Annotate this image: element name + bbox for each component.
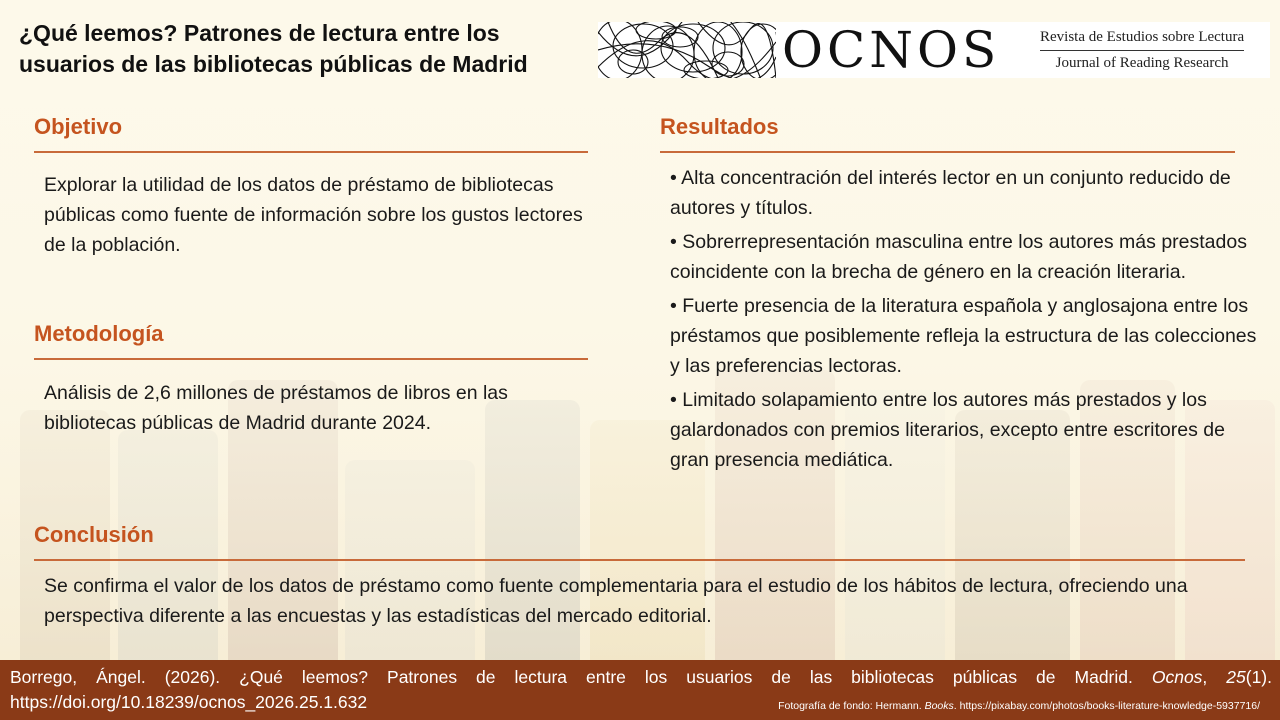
citation-separator: , <box>1202 667 1227 687</box>
ocnos-logo <box>598 22 1270 78</box>
metodologia-divider <box>34 358 588 360</box>
credit-link[interactable]: . https://pixabay.com/photos/books-literature-knowledge-5937716/ <box>953 700 1260 712</box>
conclusion-heading: Conclusión <box>34 522 154 547</box>
objetivo-divider <box>34 151 588 153</box>
resultados-divider <box>660 151 1235 153</box>
scribble-logo-mark <box>598 22 776 78</box>
logo-subtitle-en: Journal of Reading Research <box>1055 54 1229 71</box>
page-title: ¿Qué leemos? Patrones de lectura entre los usuarios de las bibliotecas públicas de Madrid <box>19 20 528 77</box>
resultados-list <box>670 163 1265 475</box>
photo-credit <box>778 699 1260 713</box>
resultados-section <box>660 113 1257 479</box>
logo-subtitle-es: Revista de Estudios sobre Lectura <box>1040 28 1245 45</box>
citation-journal: Ocnos <box>1151 667 1203 687</box>
credit-prefix: Fotografía de fondo: Hermann. <box>778 700 925 712</box>
citation-volume: 25 <box>1226 667 1246 687</box>
logo-subtitle <box>1040 26 1244 75</box>
resultados-heading: Resultados <box>660 114 779 139</box>
objetivo-text: Explorar la utilidad de los datos de préstamo de bibliotecas públicas como fuente de información sobre los gustos lectores de la población. <box>44 174 583 256</box>
metodologia-section <box>34 320 588 438</box>
objetivo-heading: Objetivo <box>34 114 123 139</box>
objetivo-section <box>34 113 588 260</box>
conclusion-section <box>34 521 1245 631</box>
metodologia-text: Análisis de 2,6 millones de préstamos de libros en las bibliotecas públicas de Madrid durante 2024. <box>44 382 508 434</box>
citation-doi[interactable]: (1). https://doi.org/10.18239/ocnos_2026.25.1.632 <box>10 667 1272 712</box>
conclusion-divider <box>34 559 1245 561</box>
footer <box>0 660 1280 720</box>
list-item: • Fuerte presencia de la literatura española y anglosajona entre los préstamos que posiblemente refleja la estructura de las colecciones y las preferencias lectoras. <box>670 295 1257 377</box>
list-item: • Sobrerrepresentación masculina entre los autores más prestados coincidente con la brecha de género en la creación literaria. <box>670 231 1247 283</box>
credit-work: Books <box>924 700 954 712</box>
logo-wordmark: OCNOS <box>782 22 1001 78</box>
conclusion-text: Se confirma el valor de los datos de préstamo como fuente complementaria para el estudio de los hábitos de lectura, ofreciendo una perspectiva diferente a las encuestas y las estadísticas del mercado editorial. <box>44 575 1188 627</box>
citation-text: Borrego, Ángel. (2026). ¿Qué leemos? Patrones de lectura entre los usuarios de las bibliotecas públicas de Madrid. <box>10 667 1152 687</box>
list-item: • Alta concentración del interés lector en un conjunto reducido de autores y títulos. <box>670 167 1231 219</box>
list-item: • Limitado solapamiento entre los autores más prestados y los galardonados con premios literarios, excepto entre escritores de gran presencia mediática. <box>670 389 1225 471</box>
metodologia-heading: Metodología <box>34 321 164 346</box>
